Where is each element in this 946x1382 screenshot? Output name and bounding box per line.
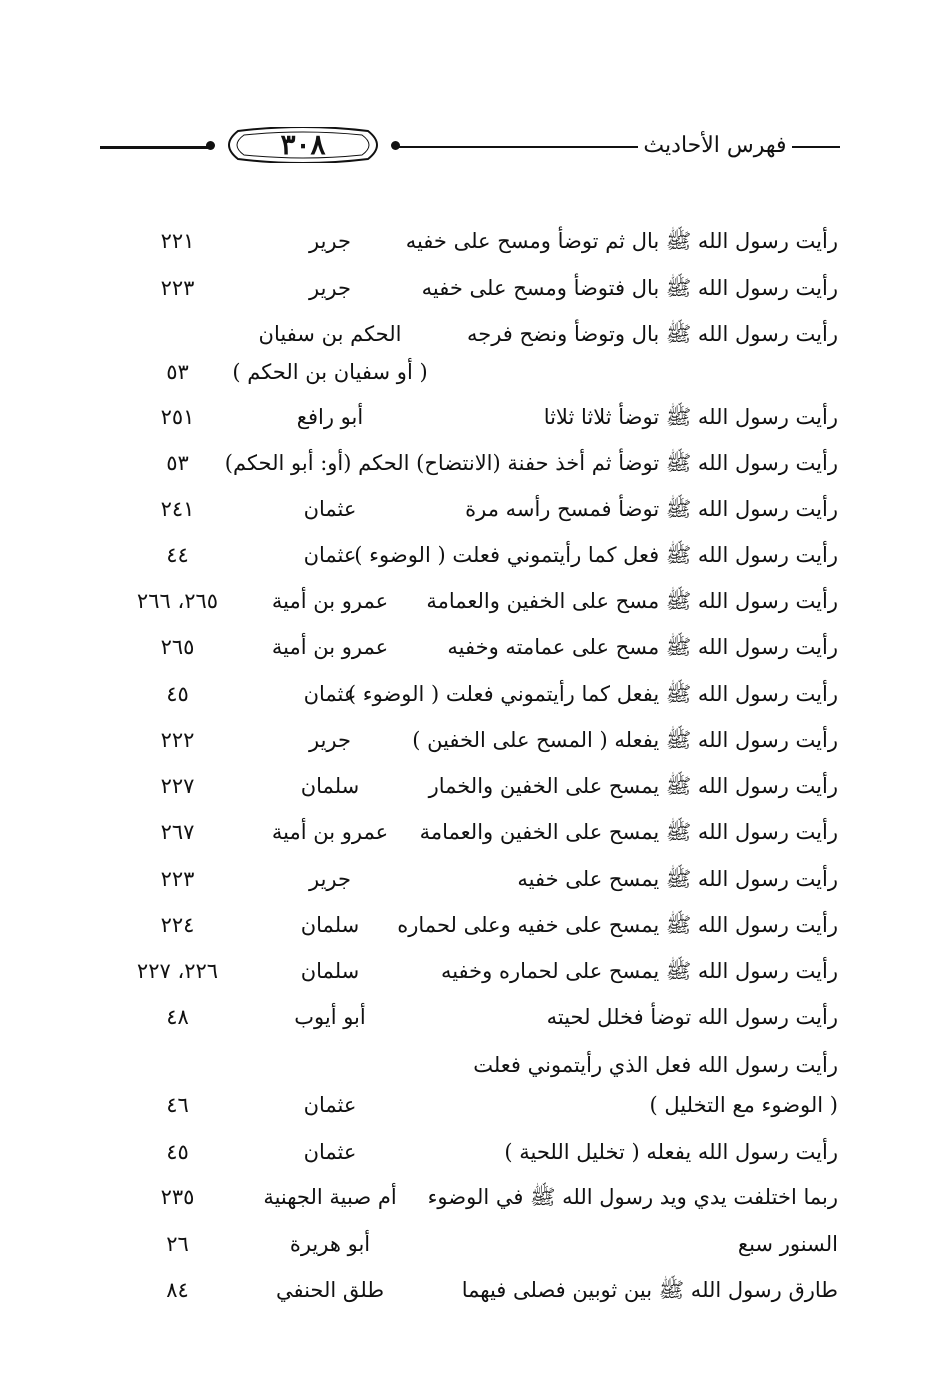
hadith-text: رأيت رسول الله ﷺ يمسح على خفيه	[517, 867, 838, 891]
narrator: عثمان	[303, 497, 357, 521]
narrator: عمرو بن أمية	[271, 635, 389, 659]
page-ref: ٤٦	[166, 1093, 189, 1117]
page-ref: ٢٢٤	[160, 913, 195, 937]
index-row	[0, 440, 946, 486]
narrator: الحكم بن سفيان	[258, 322, 402, 346]
hadith-text: رأيت رسول الله ﷺ فعل كما رأيتموني فعلت ( الوضوء )	[354, 543, 838, 567]
index-row	[0, 624, 946, 670]
narrator: سلمان	[300, 913, 360, 937]
hadith-text: السنور سبع	[737, 1232, 838, 1256]
narrator: عثمان	[303, 682, 357, 706]
index-row	[0, 218, 946, 264]
page-number: ٣٠٨	[280, 128, 326, 161]
index-row	[0, 1267, 946, 1313]
narrator: أبو رافع	[296, 405, 364, 429]
hadith-text: رأيت رسول الله ﷺ يمسح على الخفين والعمامة	[419, 820, 838, 844]
page-ref: ٢٢٦، ٢٢٧	[136, 959, 219, 983]
index-row	[0, 265, 946, 311]
page-ref: ٢٢١	[160, 229, 195, 253]
narrator: أبو أيوب	[294, 1005, 366, 1029]
hadith-text: رأيت رسول الله ﷺ يفعل كما رأيتموني فعلت ( الوضوء )	[347, 682, 838, 706]
hadith-text: رأيت رسول الله ﷺ بال ثم توضأ ومسح على خفيه	[405, 229, 838, 253]
page-ref: ٢٢٣	[160, 867, 195, 891]
index-row	[0, 1174, 946, 1220]
hadith-text	[438, 349, 838, 395]
hadith-text: رأيت رسول الله ﷺ بال فتوضأ ومسح على خفيه	[421, 276, 838, 300]
narrator: أبو هريرة	[289, 1232, 371, 1256]
narrator: جرير	[309, 229, 351, 253]
header-title: فهرس الأحاديث	[643, 133, 787, 158]
hadith-text: رأيت رسول الله ﷺ يمسح على لحماره وخفيه	[440, 959, 838, 983]
page-ref: ٤٥	[166, 1140, 189, 1164]
hadith-text: رأيت رسول الله ﷺ يفعله ( المسح على الخفين )	[412, 728, 838, 752]
narrator: عثمان	[303, 1093, 357, 1117]
index-row	[0, 486, 946, 532]
hadith-text: رأيت رسول الله ﷺ توضأ ثلاثا ثلاثا	[543, 405, 838, 429]
narrator: عمرو بن أمية	[271, 820, 389, 844]
hadith-text: رأيت رسول الله توضأ فخلل لحيته	[546, 1005, 838, 1029]
hadith-text: طارق رسول الله ﷺ بين ثوبين فصلى فيهما	[461, 1278, 838, 1302]
page-ref: ٢٥١	[160, 405, 195, 429]
narrator: جرير	[309, 728, 351, 752]
index-row	[0, 763, 946, 809]
hadith-text: رأيت رسول الله يفعله ( تخليل اللحية )	[504, 1140, 838, 1164]
page-ref: ٥٣	[166, 451, 189, 475]
narrator: جرير	[309, 276, 351, 300]
index-row	[0, 902, 946, 948]
narrator: ( أو سفيان بن الحكم )	[232, 360, 428, 384]
narrator: سلمان	[300, 774, 360, 798]
hadith-text: ربما اختلفت يدي ويد رسول الله ﷺ في الوضوء	[427, 1185, 838, 1209]
index-row	[0, 578, 946, 624]
page-ref: ٢٦٥	[160, 635, 195, 659]
hadith-text: رأيت رسول الله ﷺ توضأ ثم أخذ حفنة (الانتضاح) الحكم (أو: أبو الحكم)	[224, 451, 838, 475]
hadith-text: رأيت رسول الله ﷺ يمسح على خفيه وعلى لحماره	[397, 913, 838, 937]
page-ref: ٢٤١	[160, 497, 195, 521]
page-ref: ٤٥	[166, 682, 189, 706]
page-ref: ٢٢٣	[160, 276, 195, 300]
hadith-text: ( الوضوء مع التخليل )	[649, 1093, 838, 1117]
hadith-text: رأيت رسول الله فعل الذي رأيتموني فعلت	[473, 1053, 838, 1077]
index-row	[0, 1129, 946, 1175]
index-row	[0, 994, 946, 1040]
hadith-text: رأيت رسول الله ﷺ توضأ فمسح رأسه مرة	[465, 497, 838, 521]
narrator: أم صبية الجهنية	[263, 1185, 397, 1209]
index-row	[0, 948, 946, 994]
hadith-text: رأيت رسول الله ﷺ بال وتوضأ ونضح فرجه	[466, 322, 838, 346]
index-row	[0, 532, 946, 578]
hadith-text: رأيت رسول الله ﷺ مسح على عمامته وخفيه	[447, 635, 838, 659]
narrator: عمرو بن أمية	[271, 589, 389, 613]
index-row	[0, 349, 946, 395]
index-row	[0, 1082, 946, 1128]
index-row	[0, 394, 946, 440]
narrator	[230, 440, 430, 486]
narrator: سلمان	[300, 959, 360, 983]
hadith-text: رأيت رسول الله ﷺ مسح على الخفين والعمامة	[426, 589, 838, 613]
page-ref: ٢٣٥	[160, 1185, 195, 1209]
page-ref: ٢٦٥، ٢٦٦	[136, 589, 219, 613]
page-ref: ٥٣	[166, 360, 189, 384]
page-ref: ٨٤	[166, 1278, 189, 1302]
index-row	[0, 671, 946, 717]
narrator: جرير	[309, 867, 351, 891]
narrator: طلق الحنفي	[275, 1278, 385, 1302]
index-row	[0, 717, 946, 763]
page-ref: ٢٦٧	[160, 820, 195, 844]
index-row	[0, 856, 946, 902]
hadith-text: رأيت رسول الله ﷺ يمسح على الخفين والخمار	[428, 774, 838, 798]
narrator: عثمان	[303, 1140, 357, 1164]
page-ref: ٢٢٢	[160, 728, 195, 752]
page-ref: ٢٦	[166, 1232, 189, 1256]
page-ref: ٤٨	[166, 1005, 189, 1029]
index-row	[0, 1221, 946, 1267]
page-ref: ٤٤	[166, 543, 189, 567]
narrator: عثمان	[303, 543, 357, 567]
page-ref: ٢٢٧	[160, 774, 195, 798]
index-row	[0, 809, 946, 855]
